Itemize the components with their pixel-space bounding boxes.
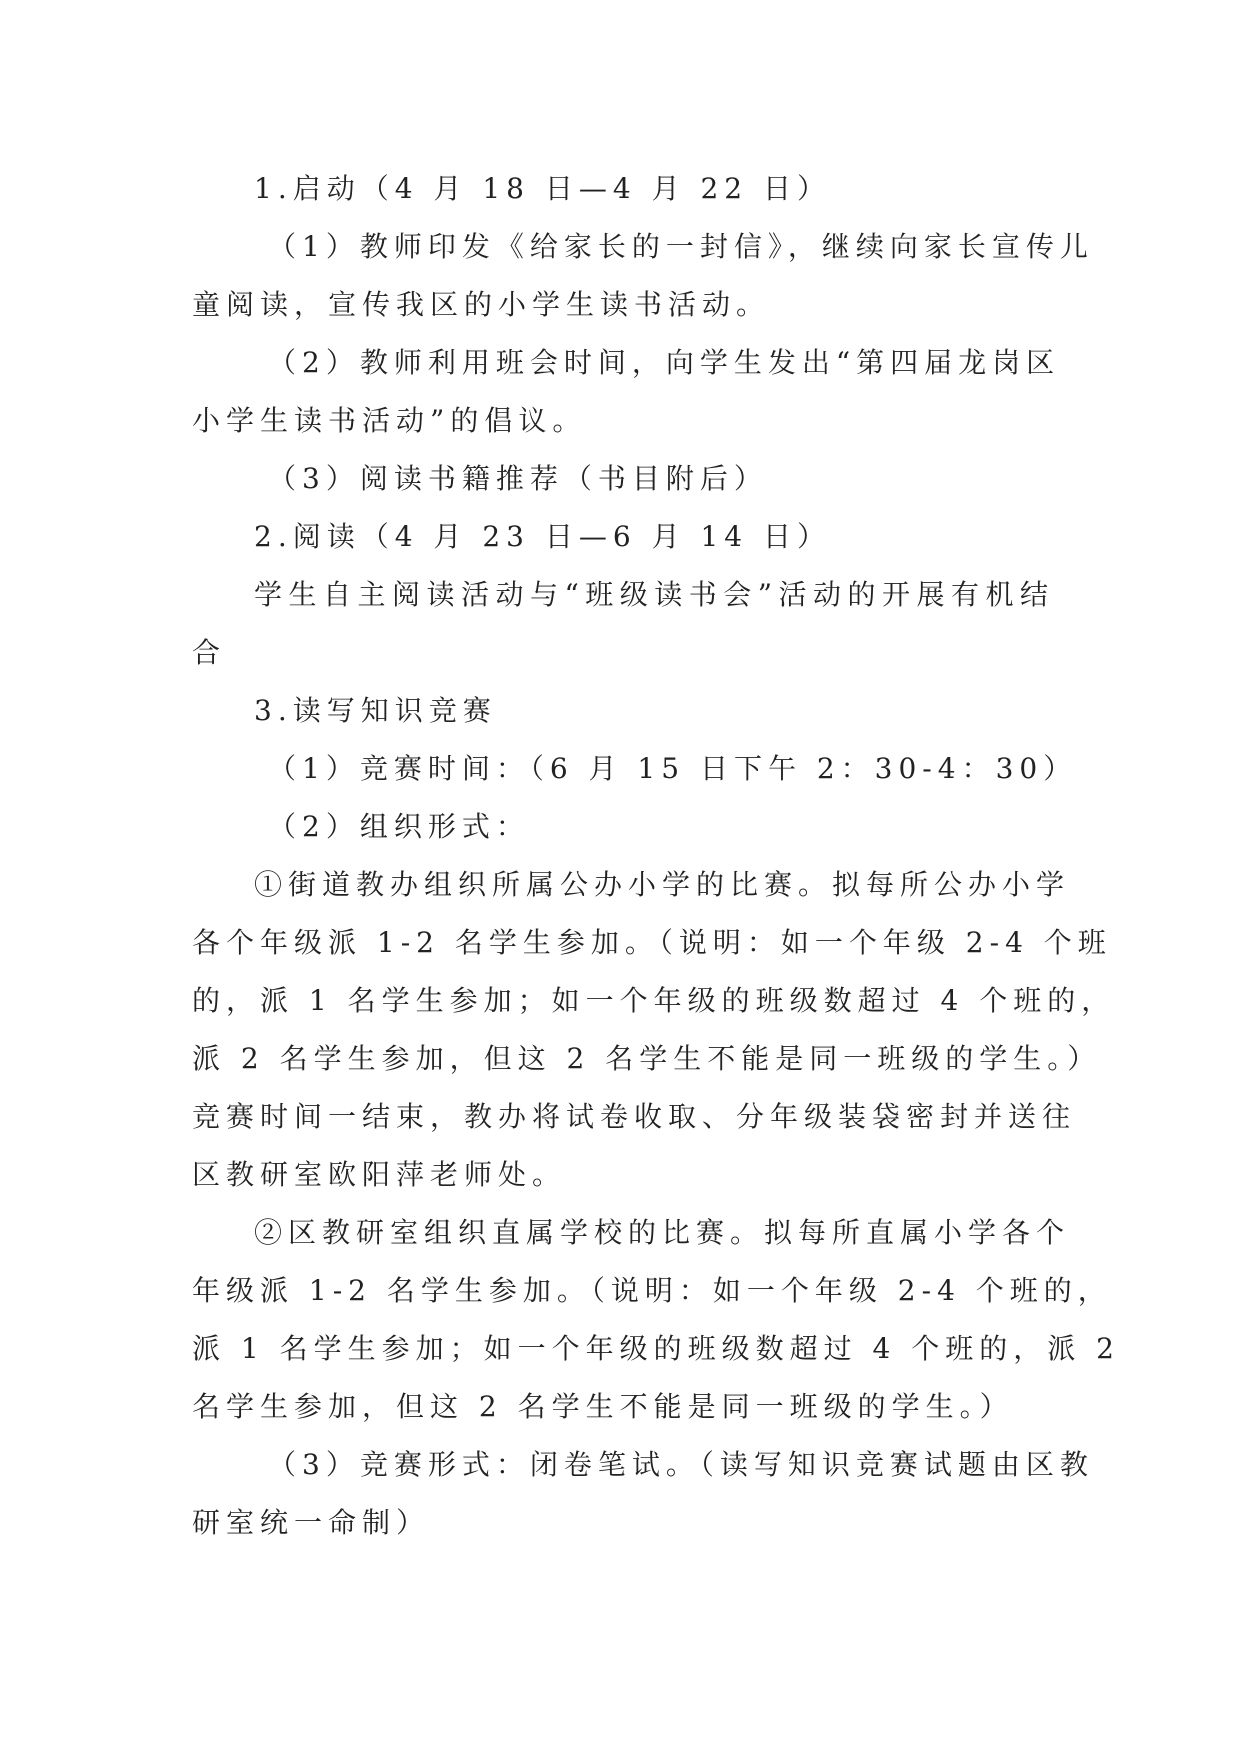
text-line: （2）教师利用班会时间，向学生发出“第四届龙岗区	[268, 346, 1061, 379]
text-line: 3.读写知识竞赛	[254, 694, 497, 727]
text-line: （1）教师印发《给家长的一封信》，继续向家长宣传儿	[268, 230, 1094, 263]
document-body	[192, 160, 1120, 1552]
text-line: 1.启动（4 月 18 日—4 月 22 日）	[254, 172, 832, 205]
text-line: 合	[192, 636, 227, 669]
text-line: 研室统一命制）	[192, 1506, 431, 1539]
text-line: 派 1 名学生参加；如一个年级的班级数超过 4 个班的，派 2	[192, 1332, 1120, 1365]
text-line: ①街道教办组织所属公办小学的比赛。拟每所公办小学	[254, 868, 1071, 901]
text-line: 名学生参加，但这 2 名学生不能是同一班级的学生。）	[192, 1390, 1014, 1423]
text-line: （1）竞赛时间：（6 月 15 日下午 2：30-4：30）	[268, 752, 1078, 785]
text-line: 的，派 1 名学生参加；如一个年级的班级数超过 4 个班的，	[192, 984, 1116, 1017]
text-line: 小学生读书活动”的倡议。	[192, 404, 587, 437]
text-line: （3）阅读书籍推荐（书目附后）	[268, 462, 768, 495]
text-line: 2.阅读（4 月 23 日—6 月 14 日）	[254, 520, 832, 553]
text-line: 区教研室欧阳萍老师处。	[192, 1158, 567, 1191]
text-line: 竞赛时间一结束，教办将试卷收取、分年级装袋密封并送往	[192, 1100, 1077, 1133]
text-line: 学生自主阅读活动与“班级读书会”活动的开展有机结	[254, 578, 1054, 611]
text-line: 派 2 名学生参加，但这 2 名学生不能是同一班级的学生。）	[192, 1042, 1102, 1075]
text-line: 各个年级派 1-2 名学生参加。（说明：如一个年级 2-4 个班	[192, 926, 1112, 959]
text-line: ②区教研室组织直属学校的比赛。拟每所直属小学各个	[254, 1216, 1071, 1249]
text-line: （2）组织形式：	[268, 810, 530, 843]
text-line: （3）竞赛形式：闭卷笔试。（读写知识竞赛试题由区教	[268, 1448, 1094, 1481]
text-line: 年级派 1-2 名学生参加。（说明：如一个年级 2-4 个班的，	[192, 1274, 1112, 1307]
text-line: 童阅读，宣传我区的小学生读书活动。	[192, 288, 771, 321]
